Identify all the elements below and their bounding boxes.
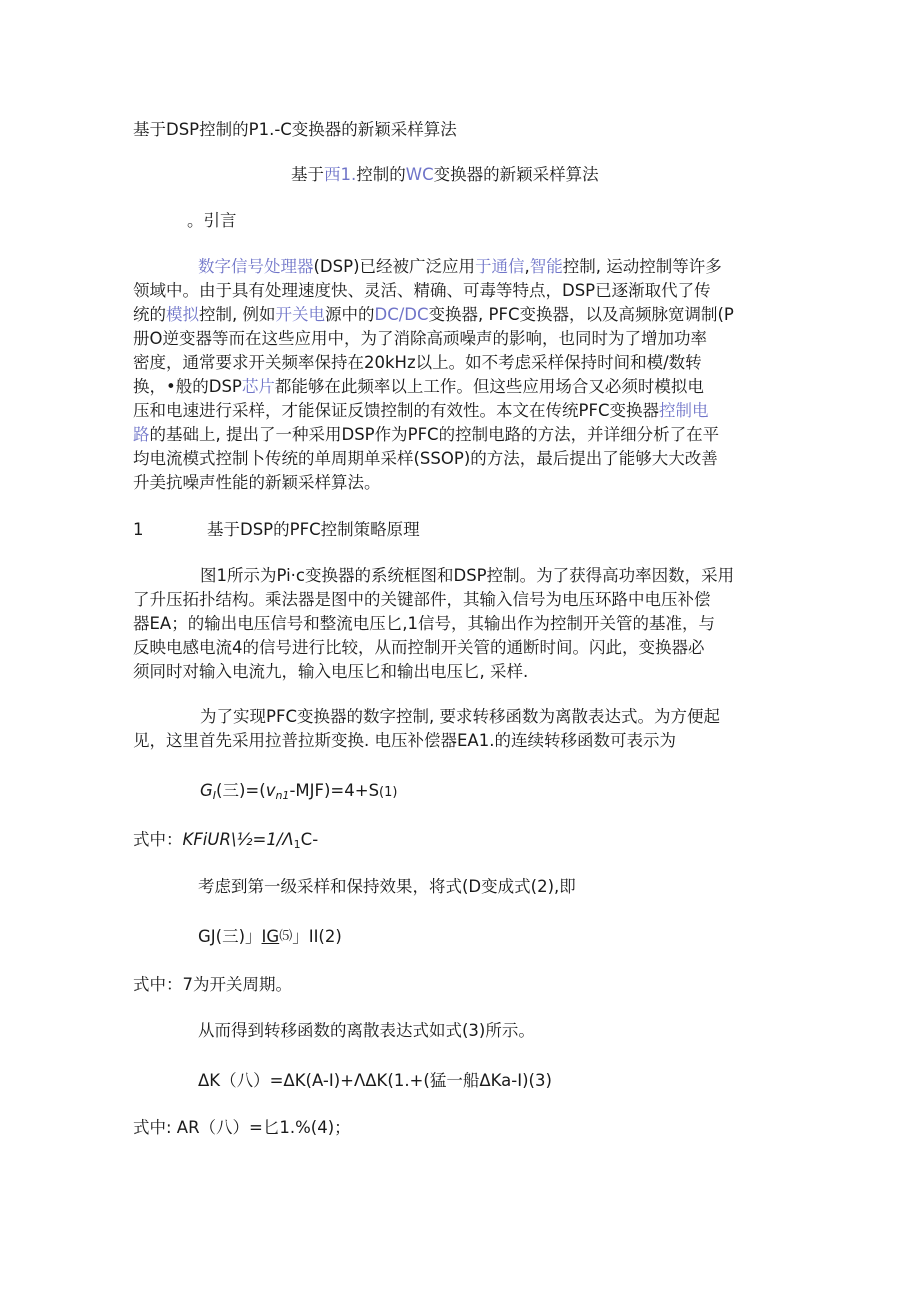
paragraph-line: 须同时对输入电流九，输入电压匕和输出电压匕, 采样. — [133, 662, 529, 681]
paragraph-line: 数字信号处理器(DSP)已经被广泛应用于通信,智能控制, 运动控制等许多 — [198, 257, 722, 276]
intro-heading: 。引言 — [187, 211, 237, 230]
paragraph-line: 反映电感电流4的信号进行比较，从而控制开关管的通断时间。闪此，变换器必 — [133, 638, 705, 657]
paragraph-line: 册O逆变器等而在这些应用中，为了消除高顽噪声的影响，也同时为了增加功率 — [133, 329, 707, 348]
section-title: 基于DSP的PFC控制策略原理 — [207, 520, 420, 539]
link-intelligent[interactable]: 智能 — [529, 257, 563, 276]
equation-1: $G_I$(三)$=(v_{n1}-MJF)=4+S(1)$ — [200, 781, 398, 802]
equation-3: ΔK（八）=ΔK(A-I)+ΛΔK(1.+(猛一船ΔKa-I)(3) — [198, 1071, 552, 1090]
link-switch-power[interactable]: 开关电 — [275, 305, 325, 324]
header-title: 基于DSP控制的P1.-C变换器的新颖采样算法 — [133, 120, 457, 139]
link-chip[interactable]: 芯片 — [241, 377, 275, 396]
link-control-circuit-cont[interactable]: 路 — [133, 425, 150, 444]
paragraph-line: 路的基础上, 提出了一种采用DSP作为PFC的控制电路的方法，并详细分析了在平 — [133, 425, 720, 444]
equation-2: GJ(三)」IG⑸」II(2) — [198, 927, 342, 946]
link-dcdc[interactable]: DC/DC — [374, 305, 429, 324]
paragraph-line: 统的模拟控制, 例如开关电源中的DC/DC变换器, PFC变换器，以及高频脉宽调制(P — [133, 305, 734, 324]
link-dsp[interactable]: 数字信号处理器 — [198, 257, 314, 276]
link-communication[interactable]: 于通信 — [475, 257, 525, 276]
paragraph-line: 升美抗噪声性能的新颖采样算法。 — [133, 473, 381, 492]
paragraph-line: 为了实现PFC变换器的数字控制, 要求转移函数为离散表达式。为方便起 — [200, 707, 720, 726]
paragraph-line: 见，这里首先采用拉普拉斯变换. 电压补偿器EA1.的连续转移函数可表示为 — [133, 731, 676, 750]
where-note-3: 式中: AR（八）=匕1.%(4)； — [133, 1118, 351, 1137]
document-title: 基于西1.控制的WC变换器的新颖采样算法 — [291, 165, 599, 184]
where-note-1: 式中：$KFiUR\backslash\frac{1}{2}=1/\Lambda_1C-$ — [133, 830, 319, 851]
paragraph-line: 器EA；的输出电压信号和整流电压匕,1信号，其输出作为控制开关管的基准，与 — [133, 614, 715, 633]
paragraph-line: 图1所示为Pi·c变换器的系统框图和DSP控制。为了获得高功率因数，采用 — [200, 566, 735, 585]
paragraph-line: 了升压拓扑结构。乘法器是图中的关键部件，其输入信号为电压环路中电压补偿 — [133, 590, 711, 609]
title-link-2[interactable]: WC — [405, 165, 434, 184]
section-number: 1 — [133, 520, 144, 539]
paragraph-line: 从而得到转移函数的离散表达式如式(3)所示。 — [198, 1021, 535, 1040]
link-control-circuit[interactable]: 控制电 — [658, 401, 709, 420]
paragraph-line: 均电流模式控制卜传统的单周期单采样(SSOP)的方法，最后提出了能够大大改善 — [133, 449, 718, 468]
title-link-1[interactable]: 西1. — [324, 165, 357, 184]
paragraph-line: 领域中。由于具有处理速度快、灵活、精确、可毒等特点，DSP已逐渐取代了传 — [133, 281, 711, 300]
paragraph-line: 换，•般的DSP芯片都能够在此频率以上工作。但这些应用场合又必须时模拟电 — [133, 377, 704, 396]
paragraph-line: 考虑到第一级采样和保持效果，将式(D变成式(2),即 — [198, 877, 576, 896]
paragraph-line: 密度，通常要求开关频率保持在20kHz以上。如不考虑采样保持时间和模/数转 — [133, 353, 702, 372]
link-analog[interactable]: 模拟 — [166, 305, 199, 324]
where-note-2: 式中：7为开关周期。 — [133, 975, 292, 994]
paragraph-line: 压和电速进行采样，才能保证反馈控制的有效性。本文在传统PFC变换器控制电 — [133, 401, 709, 420]
